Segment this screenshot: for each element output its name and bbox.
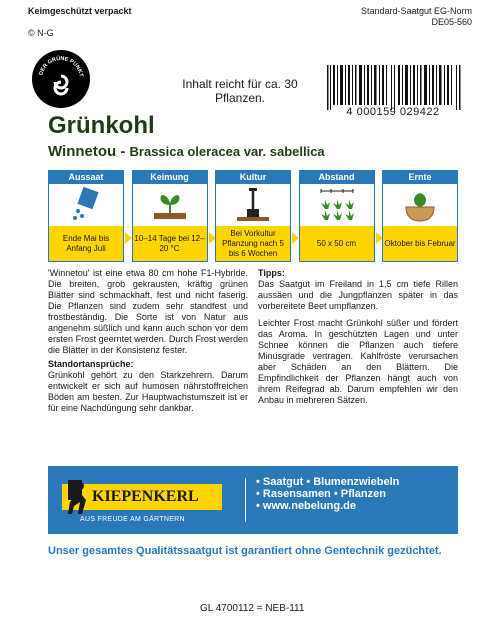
card-value: Bei Vorkultur Pflanzung nach 5 bis 6 Wochen	[215, 226, 291, 262]
spacing-icon	[299, 184, 375, 226]
banner-divider	[245, 478, 246, 522]
brand-slogan: AUS FREUDE AM GÄRTNERN	[80, 516, 185, 523]
tipps-text-2: Leichter Frost macht Grünkohl süßer und fördert das Aroma. In geschützten Lagen und unter Schnee können die Pflanzen auch tiefere Minusgrade vertragen. Kahlfröste verursachen aber Schäden an den Blättern. Die Empfindlichkeit der Pflanzen hängt auch von ihrem Reifegrad ab. Darum empfehlen wir den Anbau in mehreren Sätzen.	[258, 318, 458, 405]
tipps-text-1: Das Saatgut im Freiland in 1,5 cm tiefe Rillen aussäen und die Jungpflanzen später in das vorbereitete Beet umpflanzen.	[258, 279, 458, 311]
gmo-free-claim: Unser gesamtes Qualitätssaatgut ist garantiert ohne Gentechnik gezüchtet.	[48, 545, 442, 557]
harvest-bowl-icon	[382, 184, 458, 226]
gl-code: GL 4700112 = NEB-111	[200, 603, 305, 614]
keimgeschuetzt-label: Keimgeschützt verpackt	[28, 6, 132, 16]
card-keimung	[132, 170, 208, 262]
brand-logo: KIEPENKERL	[62, 484, 222, 510]
norm-label: Standard-Saatgut EG-Norm	[360, 6, 472, 16]
banner-list	[256, 476, 399, 512]
banner-item-products: • Saatgut • Blumenzwiebeln	[256, 476, 400, 488]
card-value: 50 x 50 cm	[299, 226, 375, 262]
tipps-heading: Tipps:	[258, 268, 285, 278]
spade-icon	[215, 184, 291, 226]
card-value: Ende Mai bis Anfang Juli	[48, 226, 124, 262]
card-label: Abstand	[299, 170, 375, 184]
norm-code: DE05-560	[431, 17, 472, 27]
description-text: 'Winnetou' ist eine etwa 80 cm hohe F1-Hybride. Die breiten, grob gekrausten, kräftig grünen Blätter sind schmackhaft, fest und nicht faserig. Die Pflanzen sind zudem sehr standfest und frostbeständig. Die Sorte ist von Natur aus angenehm süßlich und kann auch schon vor dem ersten Frost geerntet werden. Durch Frost werden die Blätter in der Konsistenz fester.	[48, 268, 248, 355]
card-label: Ernte	[382, 170, 458, 184]
card-ernte	[382, 170, 458, 262]
card-aussaat	[48, 170, 124, 262]
cultivation-cards	[48, 170, 458, 264]
product-title: Grünkohl	[48, 112, 155, 139]
svg-text:DER GRÜNE PUNKT: DER GRÜNE PUNKT	[38, 55, 84, 78]
card-value: Oktober bis Februar	[382, 226, 458, 262]
gruener-punkt-logo	[32, 50, 90, 108]
barcode	[325, 65, 465, 110]
standort-heading: Standortansprüche:	[48, 359, 134, 369]
copyright-label: © N-G	[28, 28, 54, 38]
left-column	[48, 268, 248, 414]
seed-packet-icon	[48, 184, 124, 226]
product-subtitle	[48, 143, 325, 160]
card-label: Keimung	[132, 170, 208, 184]
variety-name: Winnetou -	[48, 143, 126, 160]
banner-item-website: • www.nebelung.de	[256, 500, 357, 512]
inhalt-text: Inhalt reicht für ca. 30 Pflanzen.	[182, 77, 298, 105]
norm-block	[361, 6, 472, 28]
card-kultur	[215, 170, 291, 262]
latin-name: Brassica oleracea var. sabellica	[129, 144, 325, 159]
card-label: Aussaat	[48, 170, 124, 184]
standort-text: Grünkohl gehört zu den Starkzehrern. Darum entwickelt er sich auf humosen nährstoffreichen Böden am besten. Zur Hauptwachstumszeit ist er für eine Nachdüngung sehr dankbar.	[48, 370, 248, 413]
kiepenkerl-figure-icon	[64, 476, 92, 516]
right-column	[258, 268, 458, 406]
barcode-number: 4 000159 029422	[346, 106, 440, 118]
gruener-punkt-icon	[32, 50, 90, 108]
banner-item-lawn: • Rasensamen • Pflanzen	[256, 488, 386, 500]
card-abstand	[299, 170, 375, 262]
card-value: 10–14 Tage bei 12–20 °C	[132, 226, 208, 262]
sprout-icon	[132, 184, 208, 226]
card-label: Kultur	[215, 170, 291, 184]
